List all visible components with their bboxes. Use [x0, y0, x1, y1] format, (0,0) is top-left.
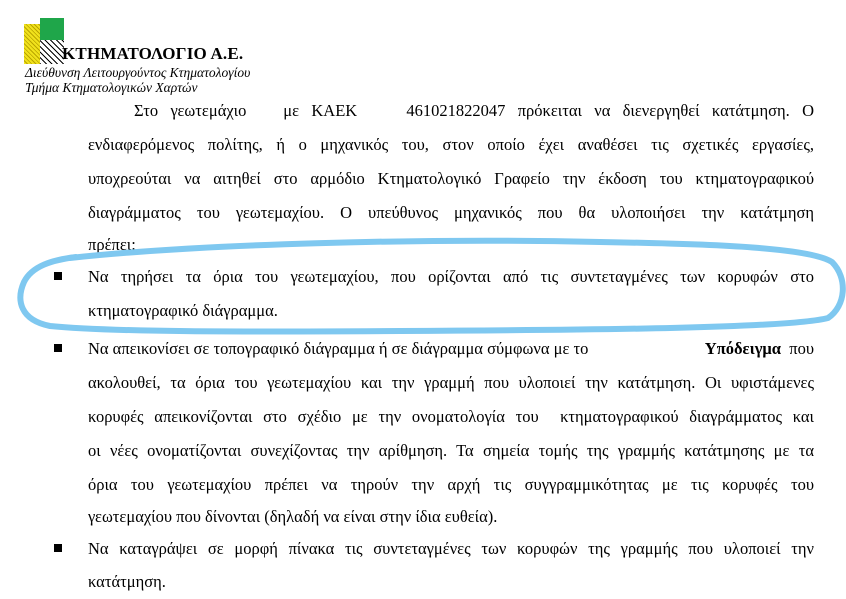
bullet-3-line-2: κατάτμηση. [88, 572, 166, 591]
intro-line-5: πρέπει: [88, 235, 136, 254]
bullet-2-text-start: Να απεικονίσει σε τοπογραφικό διάγραμμα ή σε διάγραμμα σύμφωνα με το [88, 339, 589, 358]
section-name: Τμήμα Κτηματολογικών Χαρτών [25, 80, 198, 95]
intro-line-2: ενδιαφερόμενος πολίτης, ή ο μηχανικός του, στον οποίο έχει αναθέσει τις σχετικές εργασίες, [88, 135, 814, 154]
highlight-stroke [20, 241, 842, 332]
department-name: Διεύθυνση Λειτουργούντος Κτηματολογίου [25, 65, 251, 80]
bullet-2-line-2: ακολουθεί, τα όρια του γεωτεμαχίου και την γραμμή που υλοποιεί την κατάτμηση. Οι υφιστάμενες [88, 373, 814, 392]
bullet-1-line-1: Να τηρήσει τα όρια του γεωτεμαχίου, που ορίζονται από τις συντεταγμένες των κορυφών στο [88, 267, 814, 286]
intro-line-1: Στο γεωτεμάχιο με ΚΑΕΚ 461021822047 πρόκειται να διενεργηθεί κατάτμηση. Ο [134, 101, 814, 120]
bullet-2-line-3: κορυφές απεικονίζονται στο σχέδιο με την ονοματολογία του κτηματογραφικού διαγράμματος και [88, 407, 814, 426]
bullet-2-line-4: οι νέες ονοματίζονται συνεχίζοντας την αρίθμηση. Τα σημεία τομής της γραμμής κατάτμησης με τα [88, 441, 814, 460]
bullet-2-line-6: γεωτεμαχίου που δίνονται (δηλαδή να είναι στην ίδια ευθεία). [88, 507, 498, 526]
bullet-2-text-end: που [789, 339, 814, 358]
intro-line-3: υποχρεούται να αιτηθεί στο αρμόδιο Κτηματολογικό Γραφείο την έκδοση του κτηματογραφικού [88, 169, 814, 188]
template-link-text: Υπόδειγμα [704, 339, 781, 358]
company-name: ΚΤΗΜΑΤΟΛΟΓΙΟ Α.Ε. [62, 44, 244, 63]
bullet-2-line-5: όρια του γεωτεμαχίου πρέπει να τηρούν την αρχή τις συγγραμμικότητας με τις κορυφές του [88, 475, 814, 494]
intro-line-4: διαγράμματος του γεωτεμαχίου. Ο υπεύθυνος μηχανικός που θα υλοποιήσει την κατάτμηση [88, 203, 814, 222]
bullet-1-line-2: κτηματογραφικό διάγραμμα. [88, 301, 278, 320]
bullet-3-line-1: Να καταγράψει σε μορφή πίνακα τις συντεταγμένες των κορυφών της γραμμής που υλοποιεί την [88, 539, 814, 558]
